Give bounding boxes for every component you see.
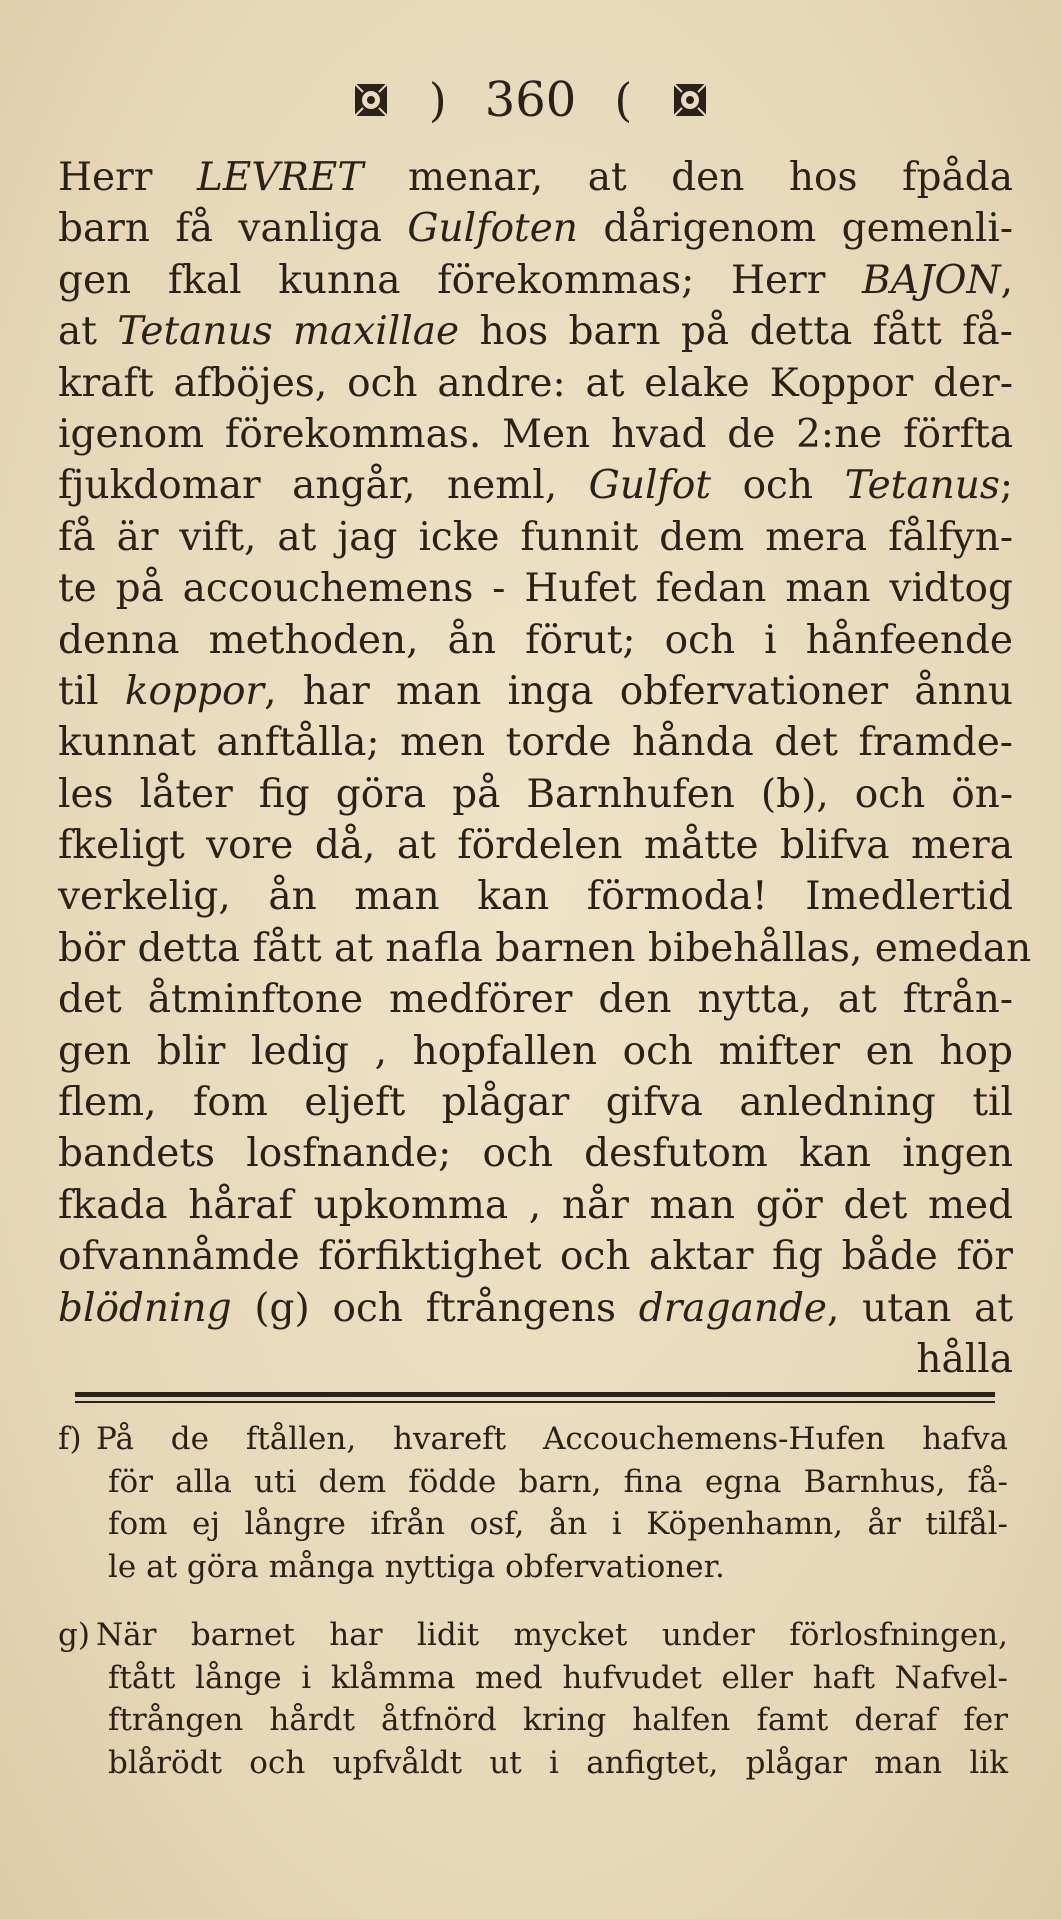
footnote-line: ftrången hårdt åtfnörd kring halfen famt deraf fer [108, 1702, 1008, 1738]
text-line: gen blir ledig , hopfallen och mifter en hop [58, 1028, 1013, 1074]
footnote-line: le at göra många nyttiga obfervationer. [108, 1548, 725, 1585]
text-line: les låter fig göra på Barnhufen (b), och ön- [58, 771, 1013, 817]
footnote-line: för alla uti dem födde barn, fina egna Barnhus, få- [108, 1463, 1008, 1500]
catchword: hålla [916, 1336, 1013, 1382]
footnote-line: När barnet har lidit mycket under förlosfningen, [96, 1617, 1008, 1653]
footnote-f [58, 1418, 1008, 1588]
text-line: igenom förekommas. Men hvad de 2:ne förfta [58, 411, 1013, 457]
text-line: kunnat anftålla; men torde hånda det framde- [58, 720, 1013, 766]
text-line: at Tetanus maxillae hos barn på detta fått få- [58, 309, 1013, 355]
text-line: flem, fom eljeft plågar gifva anledning til [58, 1080, 1013, 1126]
text-line: te på accouchemens - Hufet fedan man vidtog [58, 566, 1013, 612]
footnote-marker: g) [58, 1617, 90, 1653]
page-header [0, 70, 1061, 130]
text-line: denna methoden, ån förut; och i hånfeende [58, 617, 1013, 663]
footnote-line: fom ej långre ifrån osf, ån i Köpenhamn, år tilfål- [108, 1506, 1008, 1542]
text-line: kraft afböjes, och andre: at elake Koppor der- [58, 360, 1013, 406]
text-line: Herr LEVRET menar, at den hos fpåda [58, 155, 1013, 200]
text-line: fkada håraf upkomma , når man gör det med [58, 1182, 1013, 1228]
text-line: til koppor, har man inga obfervationer ånnu [58, 668, 1014, 714]
text-line: bandets losfnande; och desfutom kan ingen [58, 1131, 1013, 1177]
text-line: fkeligt vore då, at fördelen måtte blifva mera [58, 823, 1013, 869]
footnote-line: På de ftållen, hvareft Accouchemens-Hufen hafva [96, 1421, 1008, 1457]
text-line: verkelig, ån man kan förmoda! Imedlertid [58, 874, 1013, 920]
text-line: bör detta fått at nafla barnen bibehållas, emedan [58, 925, 1032, 971]
text-line: barn få vanliga Gulfoten dårigenom gemenli- [58, 206, 1013, 252]
text-line: gen fkal kunna förekommas; Herr BAJON, [58, 257, 1013, 303]
footnote-line: blårödt och upfvåldt ut i anfigtet, plågar man lik [108, 1744, 1008, 1781]
text-line: ofvannåmde förfiktighet och aktar fig både för [58, 1234, 1013, 1280]
footnote-g [58, 1614, 1008, 1784]
footnote-divider [75, 1392, 995, 1397]
text-line: fjukdomar angår, neml, Gulfot och Tetanus; [58, 463, 1013, 509]
header-paren-right: ( [614, 73, 633, 127]
header-paren-left: ) [428, 73, 447, 127]
ornament-right-icon [670, 80, 710, 120]
footnote-line: ftått långe i klåmma med hufvudet eller haft Nafvel- [108, 1659, 1008, 1696]
main-text [58, 152, 1032, 1385]
footnote-marker: f) [58, 1421, 82, 1457]
ornament-left-icon [351, 80, 391, 120]
text-line: få är vift, at jag icke funnit dem mera fålfyn- [58, 514, 1013, 560]
name-levret: LEVRET [196, 155, 364, 200]
text-line: blödning (g) och ftrångens dragande, utan at [58, 1285, 1013, 1331]
text-line: det åtminftone medförer den nytta, at ftrån- [58, 977, 1013, 1023]
page-number: 360 [484, 72, 577, 128]
name-bajon: BAJON [862, 257, 1001, 303]
